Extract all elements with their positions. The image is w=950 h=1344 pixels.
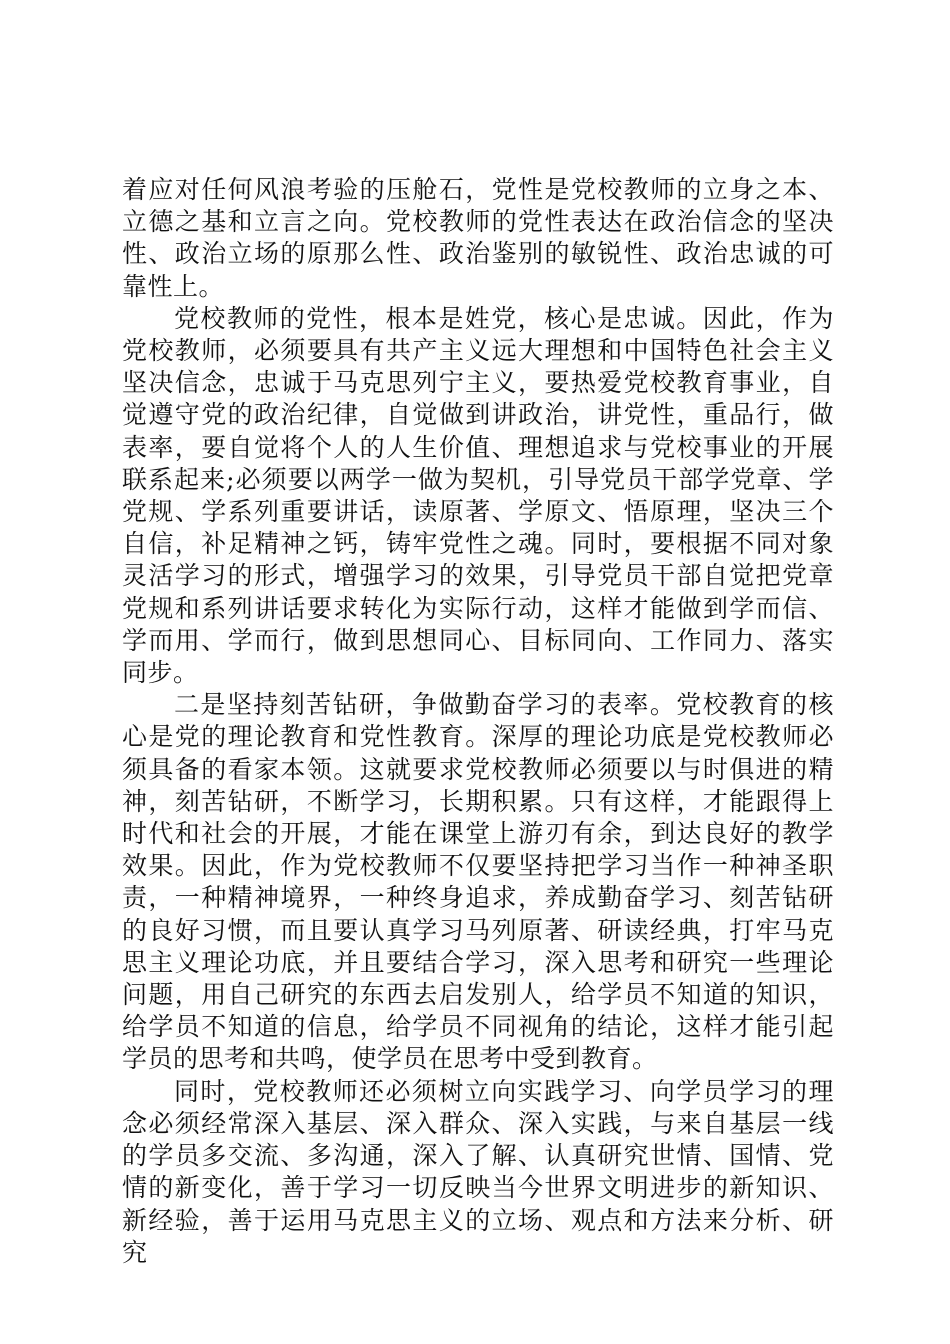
- paragraph-practice-learning: 同时，党校教师还必须树立向实践学习、向学员学习的理念必须经常深入基层、深入群众、深入实践，与来自基层一线的学员多交流、多沟通，深入了解、认真研究世情、国情、党情的新变化，善于学习一切反映当今世界文明进步的新知识、新经验，善于运用马克思主义的立场、观点和方法来分析、研究: [122, 1076, 834, 1267]
- paragraph-party-spirit: 党校教师的党性，根本是姓党，核心是忠诚。因此，作为党校教师，必须要具有共产主义远大理想和中国特色社会主义坚决信念，忠诚于马克思列宁主义，要热爱党校教育事业，自觉遵守党的政治纪律，自觉做到讲政治，讲党性，重品行，做表率，要自觉将个人的人生价值、理想追求与党校事业的开展联系起来;必须要以两学一做为契机，引导党员干部学党章、学党规、学系列重要讲话，读原著、学原文、悟原理，坚决三个自信，补足精神之钙，铸牢党性之魂。同时，要根据不同对象灵活学习的形式，增强学习的效果，引导党员干部自觉把党章党规和系列讲话要求转化为实际行动，这样才能做到学而信、学而用、学而行，做到思想同心、目标同向、工作同力、落实同步。: [122, 303, 834, 688]
- paragraph-diligent-study: 二是坚持刻苦钻研，争做勤奋学习的表率。党校教育的核心是党的理论教育和党性教育。深厚的理论功底是党校教师必须具备的看家本领。这就要求党校教师必须要以与时俱进的精神，刻苦钻研，不断学习，长期积累。只有这样，才能跟得上时代和社会的开展，才能在课堂上游刃有余，到达良好的教学效果。因此，作为党校教师不仅要坚持把学习当作一种神圣职责，一种精神境界，一种终身追求，养成勤奋学习、刻苦钻研的良好习惯，而且要认真学习马列原著、研读经典，打牢马克思主义理论功底，并且要结合学习，深入思考和研究一些理论问题，用自己研究的东西去启发别人，给学员不知道的知识，给学员不知道的信息，给学员不同视角的结论，这样才能引起学员的思考和共鸣，使学员在思考中受到教育。: [122, 690, 834, 1074]
- paragraph-continuation: 着应对任何风浪考验的压舱石，党性是党校教师的立身之本、立德之基和立言之向。党校教师的党性表达在政治信念的坚决性、政治立场的原那么性、政治鉴别的敏锐性、政治忠诚的可靠性上。: [122, 175, 834, 301]
- body-text: [122, 174, 834, 1269]
